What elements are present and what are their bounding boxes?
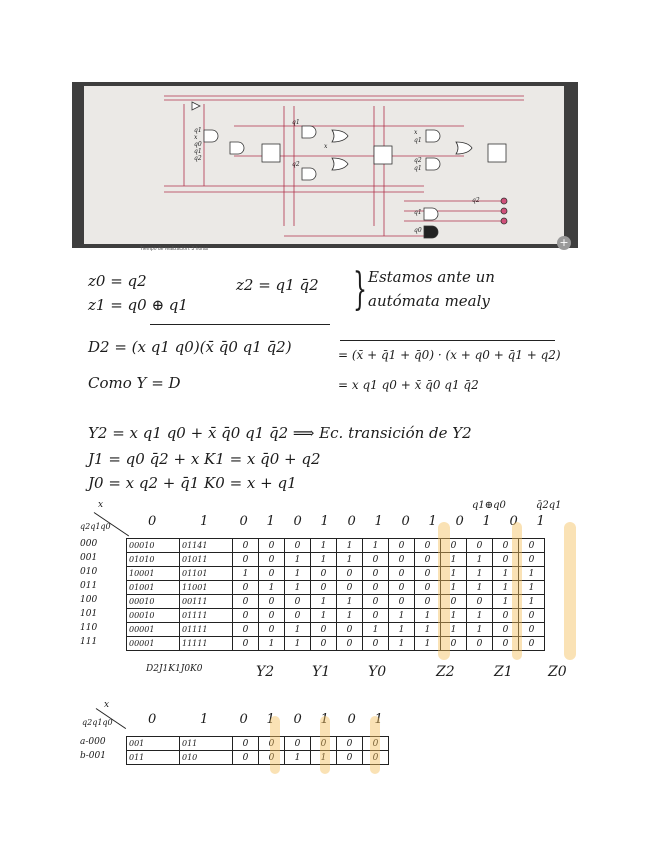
table-cell: 0	[363, 737, 389, 751]
table-cell: 0	[415, 581, 441, 595]
table-cell: 00010	[127, 609, 180, 623]
table-row	[127, 751, 389, 765]
table-cell: 0	[337, 581, 363, 595]
highlight-mark	[270, 716, 280, 774]
table-cell: 1	[311, 539, 337, 553]
table-cell: 0	[259, 751, 285, 765]
circuit-label: q2	[194, 155, 202, 162]
table-cell: 010	[180, 751, 233, 765]
table-cell: 0	[285, 595, 311, 609]
table-cell: 0	[363, 581, 389, 595]
column-header: 0	[239, 514, 248, 529]
table-row	[127, 623, 545, 637]
column-header: 0	[347, 712, 356, 727]
table-cell: 1	[415, 609, 441, 623]
table-cell: 00111	[180, 595, 233, 609]
table-cell: 0	[311, 567, 337, 581]
table-cell: 0	[389, 595, 415, 609]
table-cell: 1	[467, 553, 493, 567]
table-cell: 00010	[127, 595, 180, 609]
eq-z1: z1 = q0 ⊕ q1	[88, 296, 188, 314]
table-cell: 0	[389, 553, 415, 567]
table-cell: 1	[337, 539, 363, 553]
small-table	[126, 736, 389, 765]
column-header: 1	[320, 514, 329, 529]
footer-label: Z2	[436, 664, 455, 680]
table-cell: 1	[493, 595, 519, 609]
column-header: 0	[347, 514, 356, 529]
table-cell: 1	[363, 623, 389, 637]
table-cell: 001	[127, 737, 180, 751]
table-cell: 0	[415, 567, 441, 581]
table-cell: 0	[337, 567, 363, 581]
column-header: 1	[428, 514, 437, 529]
truth-table	[126, 538, 545, 651]
table-cell: 1	[285, 581, 311, 595]
table-cell: 1	[337, 595, 363, 609]
table-cell: 0	[233, 553, 259, 567]
column-header: 1	[200, 712, 209, 727]
column-header: 0	[455, 514, 464, 529]
column-header: 0	[293, 514, 302, 529]
circuit-label: q0	[414, 227, 422, 234]
circuit-label: q2	[472, 197, 480, 204]
table-cell: 0	[493, 609, 519, 623]
table-cell: 0	[337, 637, 363, 651]
table-cell: 1	[493, 567, 519, 581]
add-button[interactable]: +	[557, 236, 571, 250]
highlight-mark	[370, 716, 380, 774]
table-cell: 00001	[127, 637, 180, 651]
circuit-label: q1	[414, 137, 422, 144]
table-cell: 1	[441, 581, 467, 595]
table-cell: 1	[311, 595, 337, 609]
table-cell: 0	[259, 737, 285, 751]
row-label: 001	[80, 553, 98, 563]
circuit-label: q0	[194, 141, 202, 148]
table-cell: 1	[285, 751, 311, 765]
table-cell: 0	[363, 637, 389, 651]
eq-d2-expanded: = x q1 q0 + x̄ q̄0 q1 q̄2	[338, 378, 479, 392]
table-cell: 1	[311, 751, 337, 765]
overline-bar	[340, 340, 555, 341]
circuit-schematic	[84, 86, 564, 244]
table-cell: 0	[233, 539, 259, 553]
row-label: 100	[80, 595, 98, 605]
table-cell: 1	[415, 623, 441, 637]
table-cell: 1	[441, 623, 467, 637]
footer-label: Y2	[256, 664, 275, 680]
table-cell: 1	[519, 595, 545, 609]
circuit-photo	[72, 82, 578, 252]
small-x-label: x	[104, 700, 110, 710]
small-state-label: q2q1q0	[82, 718, 113, 727]
table-cell: 011	[127, 751, 180, 765]
eq-j0k0: J0 = x q2 + q̄1 K0 = x + q1	[88, 474, 297, 492]
table-cell: 1	[233, 567, 259, 581]
table-row	[127, 553, 545, 567]
table-cell: 1	[519, 567, 545, 581]
column-header: 0	[293, 712, 302, 727]
column-header: 1	[200, 514, 209, 529]
row-label: 101	[80, 609, 98, 619]
table-cell: 1	[337, 553, 363, 567]
table-cell: 0	[337, 751, 363, 765]
table-cell: 1	[441, 553, 467, 567]
table-cell: 0	[389, 539, 415, 553]
column-header: 1	[536, 514, 545, 529]
table-cell: 0	[311, 737, 337, 751]
table-cell: 11111	[180, 637, 233, 651]
table-cell: 01111	[180, 609, 233, 623]
table-cell: 0	[363, 553, 389, 567]
table-cell: 1	[311, 609, 337, 623]
table-cell: 00010	[127, 539, 180, 553]
table-row	[127, 595, 545, 609]
table-cell: 0	[519, 637, 545, 651]
table-cell: 1	[441, 609, 467, 623]
column-header: 0	[239, 712, 248, 727]
footer-label: D2J1K1J0K0	[146, 664, 203, 674]
table-row	[127, 737, 389, 751]
footer-label: Z0	[548, 664, 567, 680]
table-cell: 0	[285, 737, 311, 751]
highlight-mark	[512, 522, 522, 660]
circuit-label: x	[324, 143, 328, 150]
table-cell: 1	[467, 581, 493, 595]
eq-z2: z2 = q1 q̄2	[236, 276, 319, 294]
highlight-mark	[438, 522, 450, 660]
table-cell: 011	[180, 737, 233, 751]
table-cell: 0	[441, 539, 467, 553]
table-cell: 0	[337, 623, 363, 637]
circuit-label: q1	[414, 209, 422, 216]
table-cell: 1	[415, 637, 441, 651]
footer-label: Y0	[368, 664, 387, 680]
table-row	[127, 609, 545, 623]
table-cell: 0	[493, 637, 519, 651]
footer-label: Y1	[312, 664, 331, 680]
table-cell: 01010	[127, 553, 180, 567]
table-cell: 1	[467, 567, 493, 581]
eq-d2-right: = (x̄ + q̄1 + q̄0) · (x + q0 + q̄1 + q2)	[338, 348, 561, 362]
column-header: 1	[266, 514, 275, 529]
table-row	[127, 539, 545, 553]
table-cell: 1	[285, 623, 311, 637]
table-cell: 01141	[180, 539, 233, 553]
column-header: 1	[482, 514, 491, 529]
circuit-label: q1	[194, 127, 202, 134]
tt-header-xor: q1⊕q0	[472, 500, 506, 511]
highlight-mark	[564, 522, 576, 660]
table-cell: 1	[285, 567, 311, 581]
column-header: 1	[320, 712, 329, 727]
table-cell: 0	[259, 609, 285, 623]
table-cell: 0	[441, 637, 467, 651]
table-cell: 1	[363, 539, 389, 553]
table-cell: 0	[389, 567, 415, 581]
table-cell: 0	[311, 637, 337, 651]
row-label: 111	[80, 637, 98, 647]
table-cell: 0	[233, 581, 259, 595]
table-cell: 0	[233, 609, 259, 623]
table-cell: 0	[467, 637, 493, 651]
table-cell: 0	[233, 595, 259, 609]
row-label: 010	[80, 567, 98, 577]
circuit-label: q1	[292, 119, 300, 126]
table-cell: 0	[259, 567, 285, 581]
footer-label: Z1	[494, 664, 513, 680]
eq-z0: z0 = q2	[88, 272, 147, 290]
column-header: 0	[148, 712, 157, 727]
table-cell: 0	[493, 553, 519, 567]
table-cell: 0	[285, 539, 311, 553]
table-cell: 0	[233, 737, 259, 751]
table-cell: 1	[493, 581, 519, 595]
table-cell: 1	[519, 581, 545, 595]
table-cell: 0	[493, 539, 519, 553]
tt-state-label: q2q1q0	[80, 522, 111, 531]
table-row	[127, 637, 545, 651]
table-cell: 0	[233, 751, 259, 765]
table-cell: 0	[259, 553, 285, 567]
column-header: 1	[266, 712, 275, 727]
table-cell: 11001	[180, 581, 233, 595]
row-label: a-000	[80, 737, 106, 747]
table-cell: 0	[441, 595, 467, 609]
table-cell: 1	[467, 623, 493, 637]
table-cell: 0	[233, 623, 259, 637]
brace: }	[353, 264, 367, 315]
circuit-label: q2	[292, 161, 300, 168]
table-cell: 0	[363, 595, 389, 609]
table-cell: 01001	[127, 581, 180, 595]
table-cell: 0	[285, 609, 311, 623]
table-cell: 0	[519, 553, 545, 567]
eq-j1k1: J1 = q0 q̄2 + x K1 = x q̄0 + q2	[88, 450, 321, 468]
table-cell: 0	[233, 637, 259, 651]
table-cell: 0	[389, 581, 415, 595]
table-cell: 0	[363, 567, 389, 581]
table-row	[127, 581, 545, 595]
table-cell: 0	[259, 595, 285, 609]
table-cell: 0	[259, 539, 285, 553]
table-cell: 0	[363, 751, 389, 765]
table-cell: 0	[467, 595, 493, 609]
row-label: 000	[80, 539, 98, 549]
table-cell: 0	[493, 623, 519, 637]
circuit-diagram	[84, 86, 564, 252]
eq-y2: Y2 = x q1 q0 + x̄ q̄0 q1 q̄2 ⟹ Ec. transición de Y2	[88, 424, 472, 442]
table-cell: 1	[285, 637, 311, 651]
row-label: 011	[80, 581, 98, 591]
table-cell: 01111	[180, 623, 233, 637]
table-cell: 0	[337, 737, 363, 751]
row-label: b-001	[80, 751, 106, 761]
table-cell: 0	[519, 623, 545, 637]
table-cell: 0	[311, 623, 337, 637]
table-cell: 1	[389, 637, 415, 651]
tt-x-label: x	[98, 500, 104, 510]
column-header: 1	[374, 514, 383, 529]
row-label: 110	[80, 623, 98, 633]
table-cell: 1	[389, 609, 415, 623]
table-cell: 1	[441, 567, 467, 581]
column-header: 0	[509, 514, 518, 529]
table-cell: 01101	[180, 567, 233, 581]
table-cell: 0	[363, 609, 389, 623]
table-cell: 10001	[127, 567, 180, 581]
table-cell: 1	[337, 609, 363, 623]
tt-header-q2q1: q̄2q1	[536, 500, 562, 511]
table-cell: 0	[519, 609, 545, 623]
table-cell: 01011	[180, 553, 233, 567]
table-cell: 0	[415, 539, 441, 553]
table-cell: 0	[311, 581, 337, 595]
column-header: 0	[401, 514, 410, 529]
circuit-label: q1	[194, 148, 202, 155]
table-cell: 0	[519, 539, 545, 553]
overline-bar	[150, 324, 330, 325]
circuit-label: x	[414, 129, 418, 136]
column-header: 1	[374, 712, 383, 727]
note-line-2: autómata mealy	[368, 292, 490, 310]
circuit-label: q1	[414, 165, 422, 172]
table-cell: 1	[467, 609, 493, 623]
table-row	[127, 567, 545, 581]
circuit-label: q2	[414, 157, 422, 164]
table-cell: 0	[259, 623, 285, 637]
eq-d2-left: D2 = (x q1 q0)(x̄ q̄0 q1 q̄2)	[88, 338, 292, 356]
table-cell: 1	[259, 581, 285, 595]
eq-como: Como Y = D	[88, 374, 181, 392]
table-cell: 00001	[127, 623, 180, 637]
table-cell: 1	[389, 623, 415, 637]
table-cell: 0	[415, 553, 441, 567]
circuit-label: x	[194, 134, 198, 141]
highlight-mark	[320, 716, 330, 774]
table-cell: 1	[285, 553, 311, 567]
table-cell: 0	[467, 539, 493, 553]
photo-caption: Tiempo de realización: 3 horas	[140, 246, 209, 252]
table-cell: 1	[259, 637, 285, 651]
table-cell: 1	[311, 553, 337, 567]
note-line-1: Estamos ante un	[368, 268, 495, 286]
column-header: 0	[148, 514, 157, 529]
table-cell: 0	[415, 595, 441, 609]
